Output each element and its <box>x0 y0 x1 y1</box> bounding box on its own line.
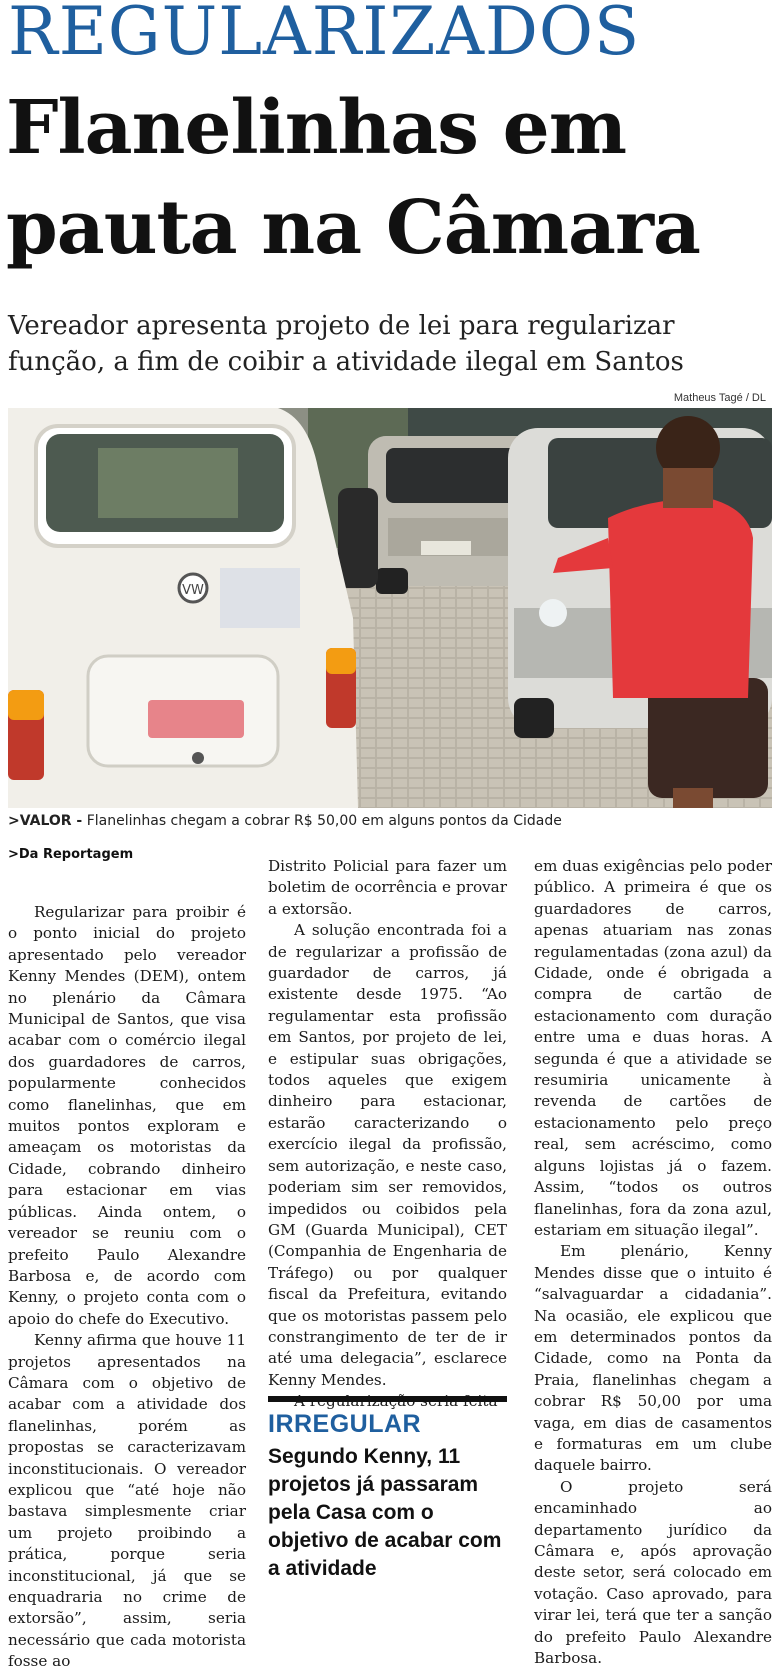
photo-credit: Matheus Tagé / DL <box>673 392 766 404</box>
sidebar-text: Segundo Kenny, 11 projetos já passaram pela Casa com o objetivo de acabar com a atividade <box>268 1445 502 1580</box>
svg-text:VW: VW <box>182 583 204 598</box>
photo-illustration <box>8 408 772 808</box>
article-column-1 <box>8 902 246 1673</box>
paragraph: Kenny afirma que houve 11 projetos apresentados na Câmara com o objetivo de acabar com a atividade dos flanelinhas, porém as propostas se caracterizavam inconstitucionais. O vereador explicou que “até hoje não bastava simplesmente criar um projeto proibindo a prática, porque seria inconstitucional, já que se enquadraria no crime de extorsão”, assim, seria necessário que cada motorista fosse ao <box>8 1331 246 1671</box>
article-column-2 <box>268 856 507 1413</box>
caption-text: Flanelinhas chegam a cobrar R$ 50,00 em alguns pontos da Cidade <box>82 813 562 829</box>
paragraph: A regularização seria feita <box>294 1392 498 1411</box>
subheadline: Vereador apresenta projeto de lei para regularizar função, a fim de coibir a atividade ilegal em Santos <box>8 311 684 377</box>
byline: >Da Reportagem <box>8 847 134 862</box>
paragraph: em duas exigências pelo poder público. A primeira é que os guardadores de carros, apenas atuariam nas zonas regulamentadas (zona azul) da Cidade, onde é obrigada a compra de cartão de estacionamento com duração entre uma e duas horas. A segunda é que a atividade se resumiria unicamente à revenda de cartões de estacionamento pelo preço real, sem acréscimo, como alguns lojistas já o fazem. Assim, “todos os outros flanelinhas, fora da zona azul, estariam em situação ilegal”. <box>534 857 772 1239</box>
article-photo <box>8 408 772 808</box>
sidebar-box <box>268 1396 507 1583</box>
sidebar-title: IRREGULAR <box>268 1410 422 1438</box>
paragraph: Em plenário, Kenny Mendes disse que o intuito é “salvaguardar a cidadania”. Na ocasião, ele explicou que em determinados pontos da Cidade, como na Ponta da Praia, flanelinhas chegam a cobrar R$ 50,00 por uma vaga, em dias de casamentos e formaturas em um clube daquele bairro. <box>534 1242 772 1475</box>
paragraph: Distrito Policial para fazer um boletim de ocorrência e provar a extorsão. <box>268 857 507 918</box>
photo-caption <box>8 813 772 829</box>
paragraph: Regularizar para proibir é o ponto inicial do projeto apresentado pelo vereador Kenny Mendes (DEM), ontem no plenário da Câmara Municipal de Santos, que visa acabar com o comércio ilegal dos guardadores de carros, popularmente conhecidos como flanelinhas, que em muitos pontos exploram e ameaçam os motoristas da Cidade, cobrando dinheiro para estacionar em vias públicas. Ainda ontem, o vereador se reuniu com o prefeito Paulo Alexandre Barbosa e, de acordo com Kenny, o projeto conta com o apoio do chefe do Executivo. <box>8 903 246 1328</box>
paragraph: O projeto será encaminhado ao departamento jurídico da Câmara e, após aprovação deste setor, será colocado em votação. Caso aprovado, para virar lei, terá que ter a sanção do prefeito Paulo Alexandre Barbosa. <box>534 1477 772 1668</box>
article-column-3 <box>534 856 772 1669</box>
caption-label: >VALOR - <box>8 813 83 829</box>
paragraph: A solução encontrada foi a de regularizar a profissão de guardador de carros, já existente desde 1975. “Ao regulamentar esta profissão em Santos, por projeto de lei, e estipular suas obrigações, todos aqueles que exigem dinheiro para estacionar, estarão caracterizando o exercício ilegal da profissão, sem autorização, e neste caso, poderiam sim ser removidos, impedidos ou coibidos pela GM (Guarda Municipal), CET (Companhia de Engenharia de Tráfego) ou por qualquer fiscal da Prefeitura, evitando que os motoristas passem pelo constrangimento de ter de ir até uma delegacia”, esclarece Kenny Mendes. <box>268 921 507 1389</box>
headline: Flanelinhas em pauta na Câmara <box>6 85 700 271</box>
section-kicker: REGULARIZADOS <box>8 0 641 70</box>
